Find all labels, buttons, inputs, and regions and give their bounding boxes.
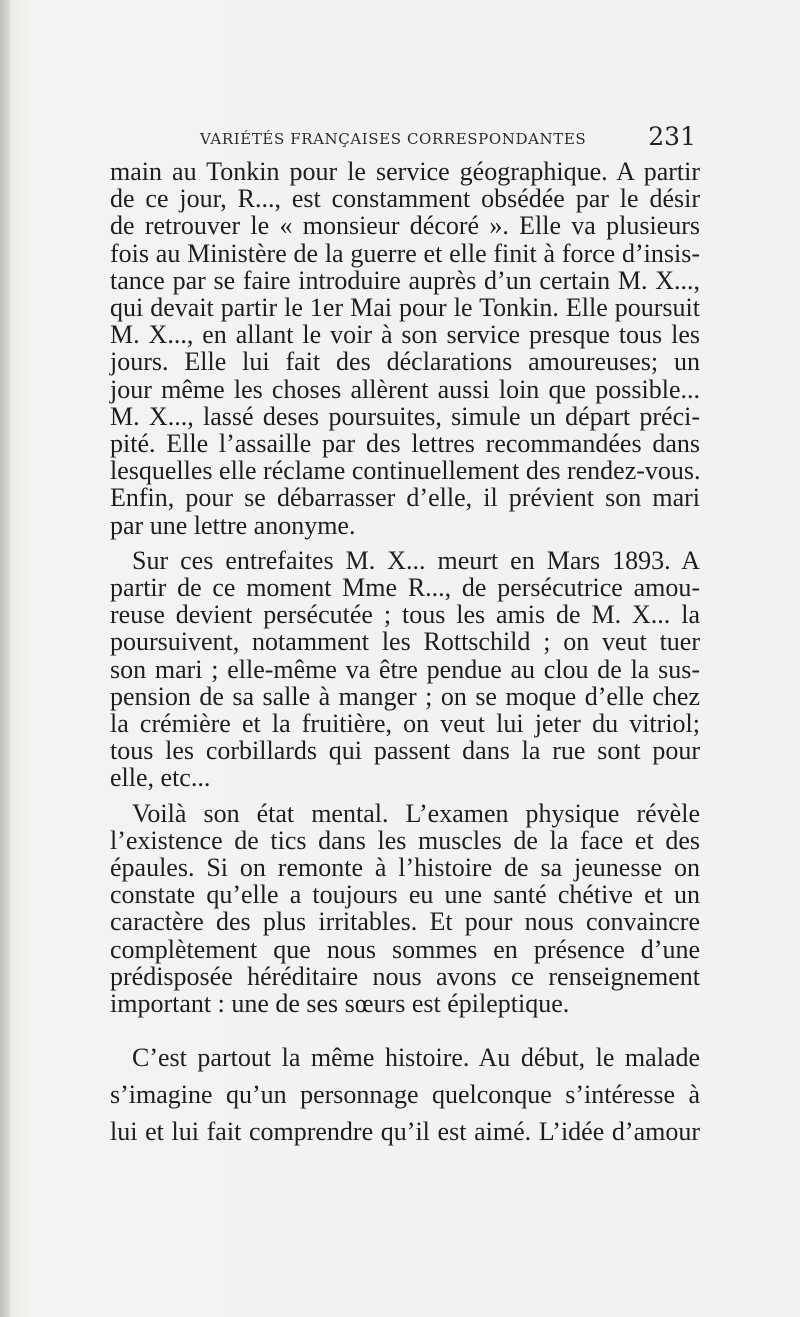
paragraph-1 — [110, 158, 700, 539]
text-line: lesquelles elle réclame continuellement des rendez-vous. — [110, 456, 701, 486]
text-line: qui devait partir le 1er Mai pour le Tonkin. Elle poursuit — [110, 293, 700, 323]
text-line: par une lettre anonyme. — [110, 510, 356, 540]
text-line: elle, etc... — [110, 763, 211, 793]
running-title: VARIÉTÉS FRANÇAISES CORRESPONDANTES — [200, 130, 587, 148]
text-line: fois au Ministère de la guerre et elle finit à force d’insis- — [110, 238, 700, 268]
text-line: important : une de ses sœurs est épileptique. — [110, 989, 570, 1019]
page-number: 231 — [648, 122, 696, 151]
text-line: caractère des plus irritables. Et pour nous convaincre — [110, 907, 700, 937]
text-line: pité. Elle l’assaille par des lettres recommandées dans — [110, 429, 700, 459]
page-header — [200, 118, 700, 158]
paragraph-3 — [110, 800, 700, 1018]
text-line: tance par se faire introduire auprès d’un certain M. X..., — [110, 265, 700, 295]
text-line: tous les corbillards qui passent dans la rue sont pour — [110, 736, 700, 766]
text-line: Sur ces entrefaites M. X... meurt en Mars 1893. A — [132, 545, 700, 575]
text-line: Enfin, pour se débarrasser d’elle, il prévient son mari — [110, 483, 700, 513]
text-line: lui et lui fait comprendre qu’il est aimé. L’idée d’amour — [110, 1117, 700, 1147]
text-line: s’imagine qu’un personnage quelconque s’intéresse à — [110, 1080, 700, 1110]
text-line: partir de ce moment Mme R..., de persécutrice amou- — [110, 573, 700, 603]
text-line: constate qu’elle a toujours eu une santé chétive et un — [110, 880, 700, 910]
text-line: son mari ; elle-même va être pendue au clou de la sus- — [110, 654, 700, 684]
text-line: pension de sa salle à manger ; on se moque d’elle chez — [110, 681, 700, 711]
text-line: jour même les choses allèrent aussi loin que possible... — [110, 374, 700, 404]
text-line: jours. Elle lui fait des déclarations amoureuses; un — [110, 347, 700, 377]
text-line: de retrouver le « monsieur décoré ». Elle va plusieurs — [110, 211, 700, 241]
text-line: complètement que nous sommes en présence d’une — [110, 934, 700, 964]
text-line: la crémière et la fruitière, on veut lui jeter du vitriol; — [110, 709, 700, 739]
text-line: reuse devient persécutée ; tous les amis de M. X... la — [110, 600, 700, 630]
text-line: M. X..., lassé deses poursuites, simule un départ préci- — [110, 401, 700, 431]
text-line: M. X..., en allant le voir à son service presque tous les — [110, 320, 700, 350]
text-line: C’est partout la même histoire. Au début, le malade — [132, 1043, 700, 1073]
text-line: de ce jour, R..., est constamment obsédée par le désir — [110, 184, 700, 214]
paragraph-4 — [110, 1039, 700, 1150]
body-text — [110, 158, 700, 1150]
page-gutter-shadow — [0, 0, 10, 1317]
text-line: Voilà son état mental. L’examen physique révèle — [132, 798, 700, 828]
text-line: épaules. Si on remonte à l’histoire de sa jeunesse on — [110, 853, 700, 883]
text-line: prédisposée héréditaire nous avons ce renseignement — [110, 961, 700, 991]
text-line: main au Tonkin pour le service géographique. A partir — [110, 157, 700, 186]
paragraph-2 — [110, 547, 700, 792]
text-line: l’existence de tics dans les muscles de la face et des — [110, 825, 700, 855]
text-line: poursuivent, notamment les Rottschild ; on veut tuer — [110, 627, 700, 657]
